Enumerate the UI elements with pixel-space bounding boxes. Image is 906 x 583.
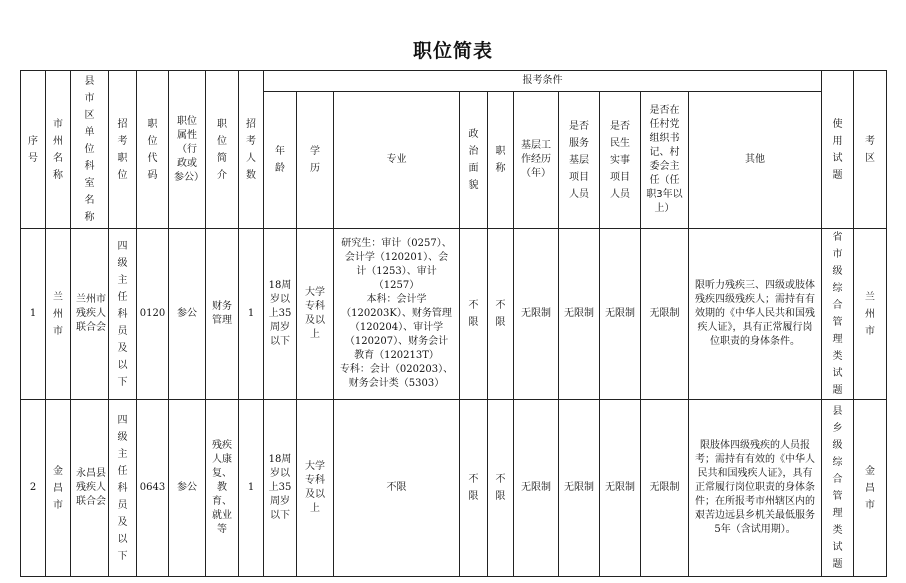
- header-conditions: 报考条件: [264, 71, 822, 92]
- cell-service: 无限制: [559, 400, 600, 577]
- cell-position: 四级主任科员及以下: [109, 400, 137, 577]
- cell-major: 不限: [334, 400, 460, 577]
- cell-code: 0643: [137, 400, 169, 577]
- header-count: 招考人数: [239, 71, 264, 229]
- cell-position: 四级主任科员及以下: [109, 229, 137, 400]
- header-unit: 县市区单位科室名称: [71, 71, 109, 229]
- major-line: （120204）、审计学: [349, 322, 444, 333]
- major-line: 专科：会计（020203）、: [339, 364, 454, 375]
- header-exam: 使用试题: [822, 71, 854, 229]
- cell-attr: 参公: [169, 400, 206, 577]
- cell-political: 不限: [460, 400, 488, 577]
- header-major: 专业: [334, 92, 460, 229]
- cell-count: 1: [239, 229, 264, 400]
- cell-age: 18周岁以上35周岁以下: [264, 229, 297, 400]
- cell-grassroots: 无限制: [514, 400, 559, 577]
- header-title-rank: 职称: [488, 92, 514, 229]
- cell-grassroots: 无限制: [514, 229, 559, 400]
- cell-exam: 县乡级综合管理类试题: [822, 400, 854, 577]
- table-row: [21, 400, 887, 577]
- cell-title-rank: 不限: [488, 400, 514, 577]
- header-other: 其他: [689, 92, 822, 229]
- major-line: （120203K）、财务管理: [341, 308, 452, 319]
- header-intro: 职位简介: [206, 71, 239, 229]
- major-line: 会计学（120201）、会: [344, 252, 449, 263]
- cell-edu: 大学专科及以上: [297, 229, 334, 400]
- cell-village: 无限制: [641, 400, 689, 577]
- cell-livelihood: 无限制: [600, 400, 641, 577]
- cell-city: 金昌市: [46, 400, 71, 577]
- cell-edu: 大学专科及以上: [297, 400, 334, 577]
- cell-exam: 省市级综合管理类试题: [822, 229, 854, 400]
- cell-age: 18周岁以上35周岁以下: [264, 400, 297, 577]
- cell-intro: 财务管理: [206, 229, 239, 400]
- header-edu: 学历: [297, 92, 334, 229]
- header-area: 考区: [854, 71, 887, 229]
- cell-livelihood: 无限制: [600, 229, 641, 400]
- cell-other: 限肢体四级残疾的人员报考；需持有有效的《中华人民共和国残疾人证》，具有正常履行岗位职责的身体条件；在所报考市州辖区内的艰苦边远县乡机关最低服务5年（含试用期）。: [689, 400, 822, 577]
- cell-service: 无限制: [559, 229, 600, 400]
- header-city: 市州名称: [46, 71, 71, 229]
- cell-code: 0120: [137, 229, 169, 400]
- header-service: 是否服务基层项目人员: [559, 92, 600, 229]
- header-grassroots: 基层工作经历（年）: [514, 92, 559, 229]
- cell-unit: 兰州市残疾人联合会: [71, 229, 109, 400]
- cell-unit: 永昌县残疾人联合会: [71, 400, 109, 577]
- header-livelihood: 是否民生实事项目人员: [600, 92, 641, 229]
- cell-major: [334, 229, 460, 400]
- major-line: （120207）、财务会计: [344, 336, 449, 347]
- header-age: 年龄: [264, 92, 297, 229]
- header-seq: 序号: [21, 71, 46, 229]
- cell-city: 兰州市: [46, 229, 71, 400]
- cell-area: 兰州市: [854, 229, 887, 400]
- major-line: 计（1253）、审计（1257）: [356, 266, 437, 291]
- cell-title-rank: 不限: [488, 229, 514, 400]
- header-village: 是否在任村党组织书记、村委会主任（任职3年以上）: [641, 92, 689, 229]
- position-table: [20, 70, 887, 577]
- cell-intro: 残疾人康复、教育、就业等: [206, 400, 239, 577]
- cell-area: 金昌市: [854, 400, 887, 577]
- header-political: 政治面貌: [460, 92, 488, 229]
- table-row: [21, 229, 887, 400]
- header-attr: 职位属性（行政或参公）: [169, 71, 206, 229]
- cell-political: 不限: [460, 229, 488, 400]
- header-position: 招考职位: [109, 71, 137, 229]
- major-line: 研究生：审计（0257）、: [341, 238, 452, 249]
- cell-attr: 参公: [169, 229, 206, 400]
- cell-seq: 1: [21, 229, 46, 400]
- header-code: 职位代码: [137, 71, 169, 229]
- major-line: 本科：会计学: [366, 294, 427, 305]
- major-line: 财务会计类（5303）: [348, 378, 445, 389]
- cell-count: 1: [239, 400, 264, 577]
- page-title: 职位简表: [412, 40, 493, 62]
- major-line: 教育（120213T）: [354, 350, 439, 361]
- cell-other: 限听力残疾三、四级或肢体残疾四级残疾人；需持有有效期的《中华人民共和国残疾人证》，具有正常履行岗位职责的身体条件。: [689, 229, 822, 400]
- cell-seq: 2: [21, 400, 46, 577]
- cell-village: 无限制: [641, 229, 689, 400]
